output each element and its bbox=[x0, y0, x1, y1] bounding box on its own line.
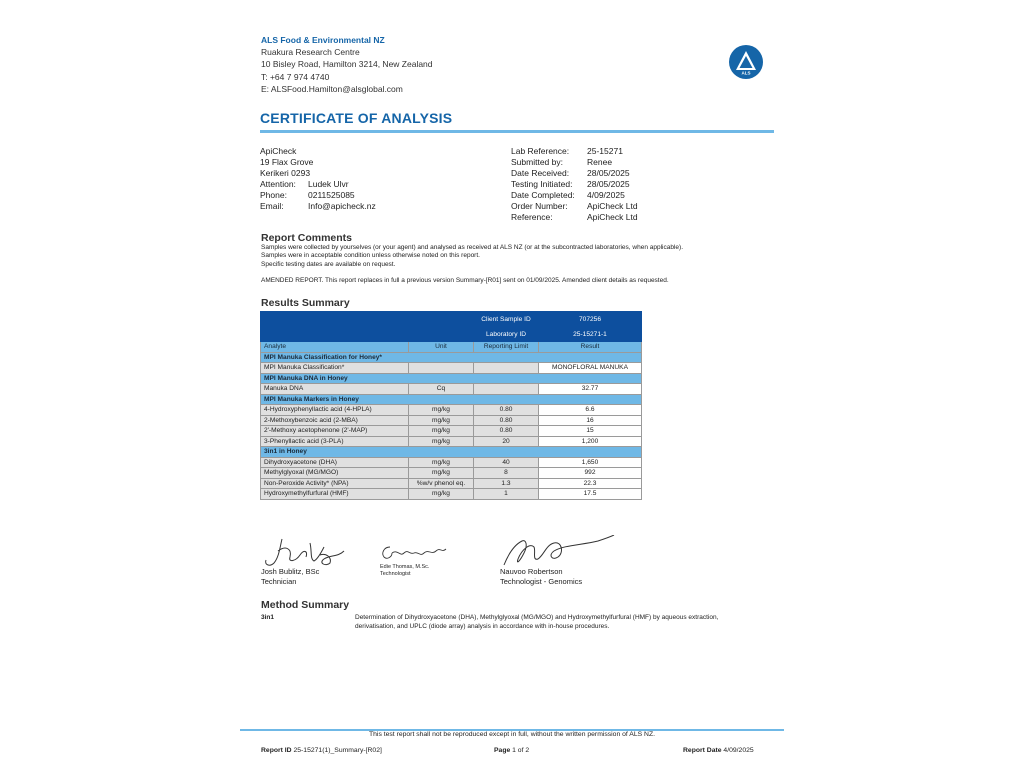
field-label: Reference: bbox=[511, 212, 553, 222]
result-cell: MONOFLORAL MANUKA bbox=[539, 363, 642, 374]
table-row bbox=[261, 489, 642, 500]
analyte-cell: 2-Methoxybenzoic acid (2-MBA) bbox=[261, 415, 409, 426]
report-id: 25-15271(1)_Summary-[R02] bbox=[293, 747, 382, 754]
unit-cell: mg/kg bbox=[409, 468, 474, 479]
certificate-title: CERTIFICATE OF ANALYSIS bbox=[260, 110, 453, 126]
column-header: Result bbox=[539, 342, 642, 353]
unit-cell: Cq bbox=[409, 384, 474, 395]
limit-cell: 40 bbox=[474, 457, 539, 468]
column-header-row bbox=[261, 342, 642, 353]
signatory-name: Nauvoo Robertson bbox=[500, 567, 563, 576]
lab-info-row bbox=[511, 190, 638, 201]
field-value: 28/05/2025 bbox=[587, 168, 630, 178]
table-row bbox=[261, 384, 642, 395]
footer-report-date bbox=[683, 747, 754, 754]
client-address: Kerikeri 0293 bbox=[260, 168, 311, 178]
client-phone bbox=[260, 190, 376, 201]
limit-cell: 8 bbox=[474, 468, 539, 479]
logo-text: ALS bbox=[741, 70, 751, 76]
title-divider bbox=[260, 130, 774, 133]
lab-info-row bbox=[511, 179, 638, 190]
signatory bbox=[380, 564, 429, 577]
signature-josh-bublitz bbox=[260, 533, 355, 569]
lab-phone: T: +64 7 974 4740 bbox=[261, 71, 330, 82]
laboratory-id-label: Laboratory ID bbox=[474, 327, 539, 342]
limit-cell: 0.80 bbox=[474, 426, 539, 437]
signature-edie-thomas bbox=[378, 541, 450, 563]
analyte-cell: Non-Peroxide Activity* (NPA) bbox=[261, 478, 409, 489]
signatory-role: Technologist - Genomics bbox=[500, 577, 583, 586]
lab-reference-block bbox=[511, 146, 638, 223]
limit-cell: 1 bbox=[474, 489, 539, 500]
unit-cell: mg/kg bbox=[409, 415, 474, 426]
field-value: ApiCheck Ltd bbox=[587, 212, 638, 222]
lab-email: E: ALSFood.Hamilton@alsglobal.com bbox=[261, 83, 403, 94]
limit-cell bbox=[474, 384, 539, 395]
group-name: 3in1 in Honey bbox=[261, 447, 642, 458]
analyte-cell: Dihydroxyacetone (DHA) bbox=[261, 457, 409, 468]
report-date: 4/09/2025 bbox=[723, 747, 754, 754]
column-header: Reporting Limit bbox=[474, 342, 539, 353]
field-value: 28/05/2025 bbox=[587, 179, 630, 189]
signatory-name: Edie Thomas, M.Sc. bbox=[380, 564, 430, 570]
footer-note: This test report shall not be reproduced except in full, without the written permission of ALS NZ. bbox=[369, 731, 655, 738]
column-header: Unit bbox=[409, 342, 474, 353]
field-value: Ludek Ulvr bbox=[308, 179, 349, 189]
unit-cell: mg/kg bbox=[409, 489, 474, 500]
result-cell: 1,200 bbox=[539, 436, 642, 447]
group-name: MPI Manuka Classification for Honey* bbox=[261, 352, 642, 363]
comment-line: Samples were collected by yourselves (or your agent) and analysed as received at ALS NZ (or at the subcontracted laboratories, when applicable). bbox=[261, 244, 684, 251]
lab-info-row bbox=[511, 146, 638, 157]
group-row bbox=[261, 447, 642, 458]
laboratory-id-row bbox=[261, 327, 642, 342]
comment-line: Specific testing dates are available on request. bbox=[261, 260, 396, 268]
signatory bbox=[261, 567, 319, 587]
method-code: 3in1 bbox=[261, 614, 275, 621]
signatory-role: Technician bbox=[261, 577, 297, 586]
method-description: Determination of Dihydroxyacetone (DHA), Methylglyoxal (MG/MGO) and Hydroxymethylfurfural (HMF) by aqueous extraction, derivatisation, and UPLC (diode array) analysis in accordance with in-house procedures. bbox=[355, 614, 719, 630]
field-value: 25-15271 bbox=[587, 146, 623, 156]
signature-nauvoo-robertson bbox=[498, 535, 616, 569]
client-attention bbox=[260, 179, 376, 190]
signatory-name: Josh Bublitz, BSc bbox=[261, 567, 320, 576]
report-date-label: Report Date bbox=[683, 747, 722, 754]
results-table bbox=[260, 311, 642, 500]
unit-cell: mg/kg bbox=[409, 436, 474, 447]
client-email bbox=[260, 201, 376, 212]
footer-page bbox=[494, 747, 529, 754]
lab-info-row bbox=[511, 201, 638, 212]
unit-cell: mg/kg bbox=[409, 405, 474, 416]
limit-cell: 0.80 bbox=[474, 415, 539, 426]
group-name: MPI Manuka Markers in Honey bbox=[261, 394, 642, 405]
limit-cell: 0.80 bbox=[474, 405, 539, 416]
group-row bbox=[261, 373, 642, 384]
result-cell: 15 bbox=[539, 426, 642, 437]
method-summary-heading: Method Summary bbox=[261, 599, 350, 611]
table-row bbox=[261, 468, 642, 479]
field-value: Renee bbox=[587, 157, 613, 167]
unit-cell: mg/kg bbox=[409, 426, 474, 437]
table-row bbox=[261, 426, 642, 437]
result-cell: 6.6 bbox=[539, 405, 642, 416]
analyte-cell: 3-Phenyllactic acid (3-PLA) bbox=[261, 436, 409, 447]
limit-cell bbox=[474, 363, 539, 374]
unit-cell: mg/kg bbox=[409, 457, 474, 468]
lab-address-line: Ruakura Research Centre bbox=[261, 47, 360, 58]
signatory-role: Technologist bbox=[380, 570, 411, 577]
field-label: Lab Reference: bbox=[511, 146, 570, 156]
client-sample-label: Client Sample ID bbox=[474, 312, 539, 327]
page-number: 1 of 2 bbox=[512, 747, 530, 754]
client-block bbox=[260, 146, 376, 212]
result-cell: 22.3 bbox=[539, 478, 642, 489]
field-label: Date Completed: bbox=[511, 190, 575, 200]
client-sample-row bbox=[261, 312, 642, 327]
group-row bbox=[261, 394, 642, 405]
field-label: Submitted by: bbox=[511, 157, 563, 167]
result-cell: 16 bbox=[539, 415, 642, 426]
result-cell: 32.77 bbox=[539, 384, 642, 395]
table-row bbox=[261, 478, 642, 489]
lab-name: ALS Food & Environmental NZ bbox=[261, 35, 385, 45]
group-name: MPI Manuka DNA in Honey bbox=[261, 373, 642, 384]
analyte-cell: MPI Manuka Classification* bbox=[261, 363, 409, 374]
method-row bbox=[261, 614, 735, 631]
table-row bbox=[261, 436, 642, 447]
page-label: Page bbox=[494, 747, 511, 754]
signatory bbox=[500, 567, 582, 587]
field-label: Order Number: bbox=[511, 201, 568, 211]
comment-line: Samples were in acceptable condition unless otherwise noted on this report. bbox=[261, 252, 480, 260]
field-label: Phone: bbox=[260, 190, 287, 200]
lab-header bbox=[261, 34, 433, 95]
table-row bbox=[261, 457, 642, 468]
analyte-cell: 4-Hydroxyphenyllactic acid (4-HPLA) bbox=[261, 405, 409, 416]
lab-info-row bbox=[511, 157, 638, 168]
limit-cell: 20 bbox=[474, 436, 539, 447]
analyte-cell: Hydroxymethylfurfural (HMF) bbox=[261, 489, 409, 500]
amended-note: AMENDED REPORT. This report replaces in full a previous version Summary-[R01] sent on 01/09/2025. Amended client details as requested. bbox=[261, 277, 669, 284]
client-name: ApiCheck bbox=[260, 146, 297, 156]
footer-report-id bbox=[261, 747, 382, 754]
als-logo bbox=[729, 45, 763, 79]
unit-cell: %w/v phenol eq. bbox=[409, 478, 474, 489]
field-label: Attention: bbox=[260, 179, 296, 189]
field-value: 0211525085 bbox=[308, 190, 355, 200]
group-row bbox=[261, 352, 642, 363]
client-sample-id: 707256 bbox=[539, 312, 642, 327]
field-label: Date Received: bbox=[511, 168, 570, 178]
field-value: 4/09/2025 bbox=[587, 190, 625, 200]
result-cell: 992 bbox=[539, 468, 642, 479]
field-value: Info@apicheck.nz bbox=[308, 201, 376, 211]
lab-info-row bbox=[511, 168, 638, 179]
result-cell: 17.5 bbox=[539, 489, 642, 500]
result-cell: 1,650 bbox=[539, 457, 642, 468]
results-summary-heading: Results Summary bbox=[261, 297, 350, 309]
analyte-cell: Manuka DNA bbox=[261, 384, 409, 395]
column-header: Analyte bbox=[261, 342, 409, 353]
field-value: ApiCheck Ltd bbox=[587, 201, 638, 211]
lab-info-row bbox=[511, 212, 638, 223]
field-label: Email: bbox=[260, 201, 284, 211]
report-comments bbox=[261, 244, 781, 269]
unit-cell bbox=[409, 363, 474, 374]
client-address: 19 Flax Grove bbox=[260, 157, 314, 167]
analyte-cell: 2'-Methoxy acetophenone (2'-MAP) bbox=[261, 426, 409, 437]
table-row bbox=[261, 363, 642, 374]
laboratory-id: 25-15271-1 bbox=[539, 327, 642, 342]
report-comments-heading: Report Comments bbox=[261, 232, 353, 244]
report-id-label: Report ID bbox=[261, 747, 292, 754]
limit-cell: 1.3 bbox=[474, 478, 539, 489]
table-row bbox=[261, 405, 642, 416]
field-label: Testing Initiated: bbox=[511, 179, 573, 189]
table-row bbox=[261, 415, 642, 426]
analyte-cell: Methylglyoxal (MG/MGO) bbox=[261, 468, 409, 479]
lab-address-line: 10 Bisley Road, Hamilton 3214, New Zealand bbox=[261, 59, 433, 70]
